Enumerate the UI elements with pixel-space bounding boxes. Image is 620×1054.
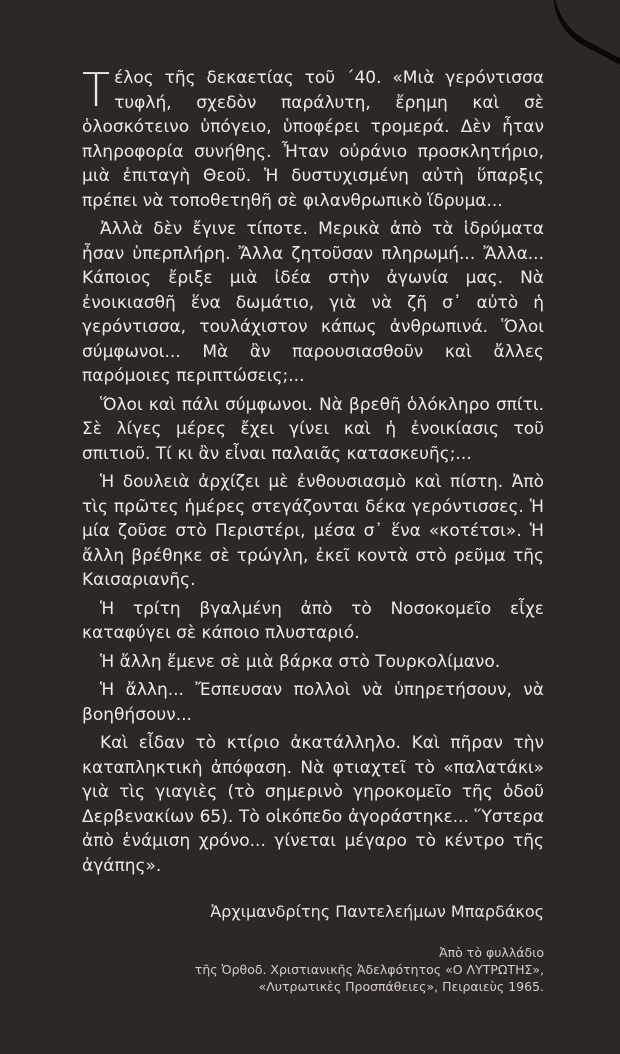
paragraph-5: Ἡ τρίτη βγαλμένη ἀπὸ τὸ Νοσοκομεῖο εἶχε καταφύγει σὲ κάποιο πλυσταριό. [82,598,544,643]
paragraph-1 [82,63,544,213]
source-line: Ἀπὸ τὸ φυλλάδιο [439,945,544,960]
paragraph-7: Ἡ ἄλλη... Ἔσπευσαν πολλοὶ νὰ ὑπηρετήσουν, νὰ βοηθήσουν... [82,680,544,725]
paragraph-6: Ἡ ἄλλη ἔμενε σὲ μιὰ βάρκα στὸ Τουρκολίμανο. [100,651,501,672]
paragraph-2: Ἀλλὰ δὲν ἔγινε τίποτε. Μερικὰ ἀπὸ τὰ ἱδρύματα ἦσαν ὑπερπλήρη. Ἄλλα ζητοῦσαν πληρωμή... Ἄλλα... Κάποιος ἔριξε μιὰ ἰδέα στὴν ἀγωνία μας. Νὰ ἐνοικιασθῆ ἕνα δωμάτιο, γιὰ νὰ ζῆ σ᾽ αὐτὸ ἡ γερόντισσα, τουλάχιστον κάπως ἀνθρωπινά. Ὅλοι σύμφωνοι... Μὰ ἂν παρουσιασθοῦν καὶ ἄλλες παρόμοιες περιπτώσεις;... [82,219,544,386]
author-signature: Ἀρχιμανδρίτης Παντελεήμων Μπαρδάκος [210,902,544,921]
source-line: τῆς Ὀρθοδ. Χριστιανικῆς Ἀδελφότητος «Ο ΛΥΤΡΩΤΗΣ», [194,962,544,977]
source-citation [144,944,544,995]
drop-cap: Τ [82,63,111,117]
paragraph-3: Ὅλοι καὶ πάλι σύμφωνοι. Νὰ βρεθῆ ὁλόκληρο σπίτι. Σὲ λίγες μέρες ἔχει γίνει καὶ ἡ ἐνοικίασις τοῦ σπιτιοῦ. Τί κι ἂν εἶναι παλαιᾶς κατασκευῆς;... [82,394,544,464]
source-line: «Λυτρωτικὲς Προσπάθειες», Πειραιεὺς 1965. [258,979,544,994]
paragraph-4: Ἡ δουλειὰ ἀρχίζει μὲ ἐνθουσιασμὸ καὶ πίστη. Ἀπὸ τὶς πρῶτες ἡμέρες στεγάζονται δέκα γερόντισσες. Ἡ μία ζοῦσε στὸ Περιστέρι, μέσα σ᾽ ἕνα «κοτέτσι». Ἡ ἄλλη βρέθηκε σὲ τρώγλη, ἐκεῖ κοντὰ στὸ ρεῦμα τῆς Καισαριανῆς. [82,472,544,590]
paragraph-8: Καὶ εἶδαν τὸ κτίριο ἀκατάλληλο. Καὶ πῆραν τὴν καταπληκτικὴ ἀπόφαση. Νὰ φτιαχτεῖ τὸ «παλατάκι» γιὰ τὶς γιαγιὲς (τὸ σημερινὸ γηροκομεῖο τῆς ὁδοῦ Δερβενακίων 65). Τὸ οἰκόπεδο ἀγοράστηκε... Ὕστερα ἀπὸ ἑνάμιση χρόνο... γίνεται μέγαρο τὸ κέντρο τῆς ἀγάπης». [82,733,544,876]
paragraph-1-text: έλος τῆς δεκαετίας τοῦ ΄40. «Μιὰ γερόντισσα τυφλή, σχεδὸν παράλυτη, ἔρημη καὶ σὲ ὁλοσκότεινο ὑπόγειο, ὑποφέρει τρομερά. Δὲν ἦταν πληροφορία συνήθης. Ἦταν οὐράνιο προσκλητήριο, μιὰ ἐπιταγὴ Θεοῦ. Ἡ δυστυχισμένη αὐτὴ ὕπαρξις πρέπει νὰ τοποθετηθῆ σὲ φιλανθρωπικὸ ἵδρυμα... [82,68,544,211]
body-text [82,63,544,882]
corner-mourning-ribbon [533,0,620,70]
